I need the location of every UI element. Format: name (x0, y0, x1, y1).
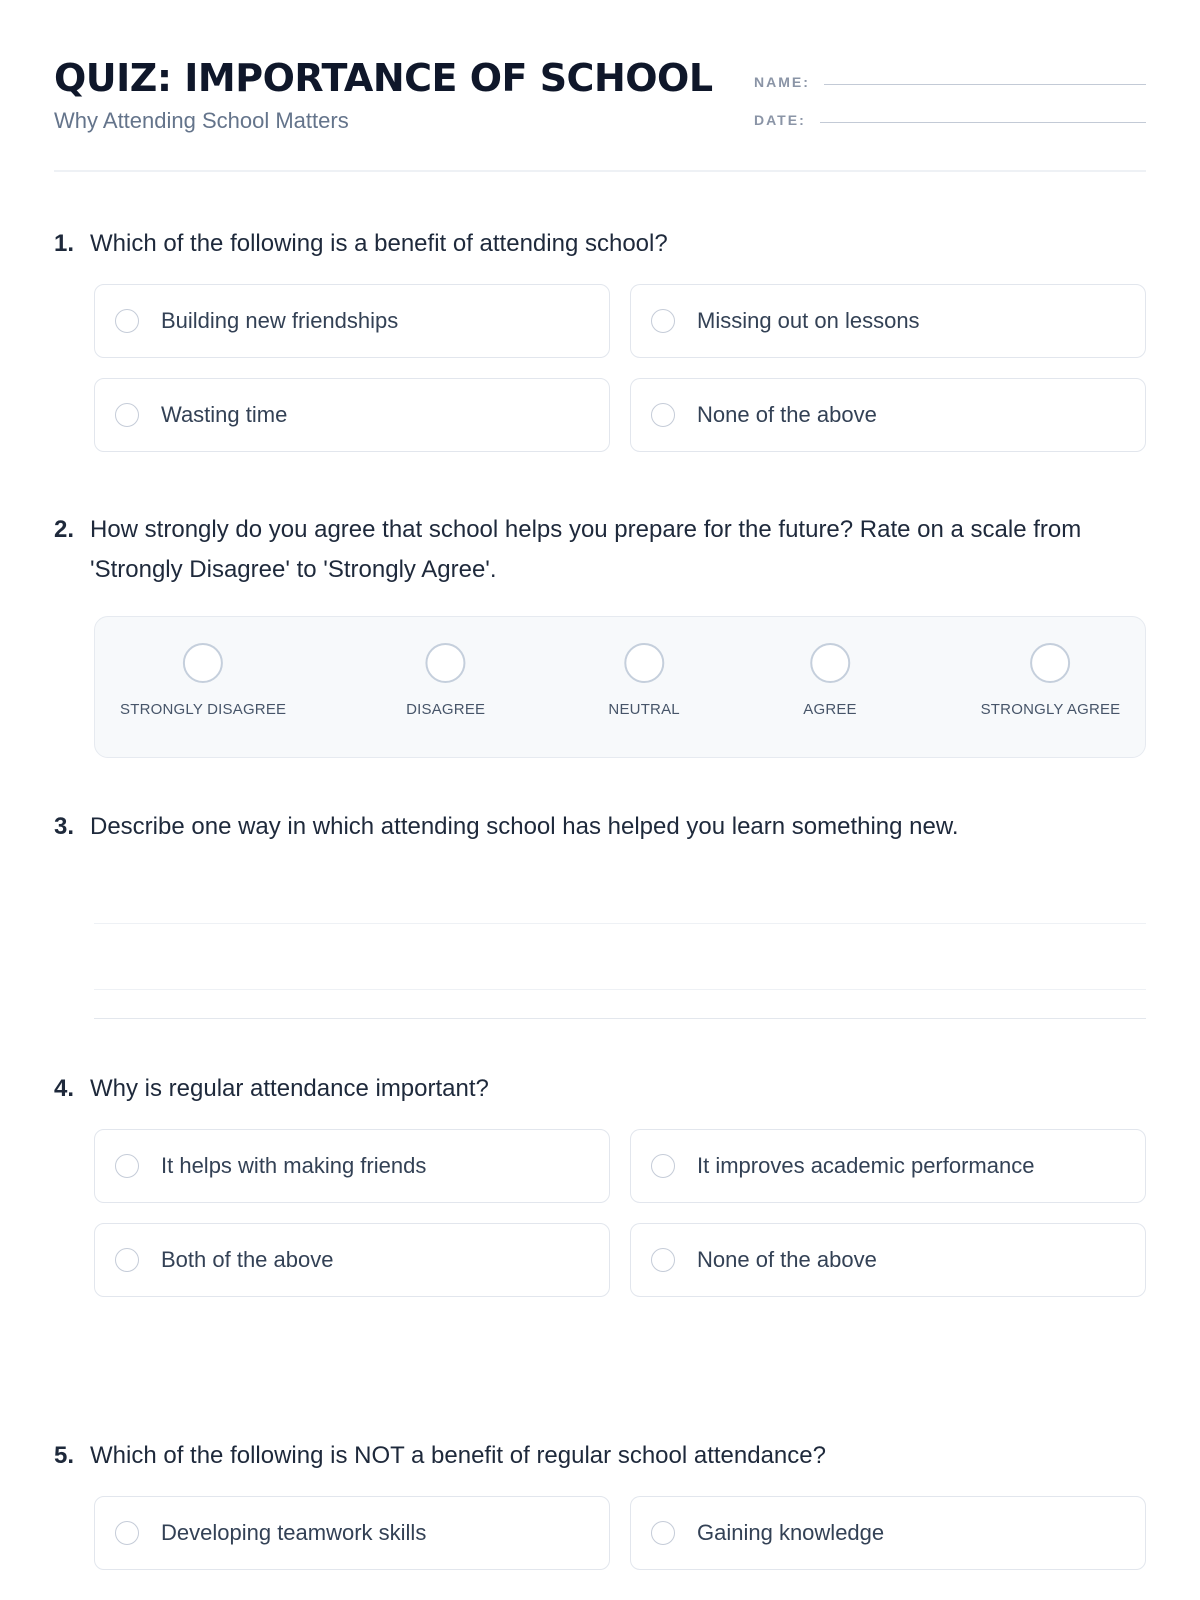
radio-icon[interactable] (115, 1521, 139, 1545)
answer-line[interactable] (94, 924, 1146, 990)
question-text: Why is regular attendance important? (90, 1075, 489, 1102)
answer-area[interactable] (94, 883, 1146, 1019)
option-building-friendships[interactable] (94, 284, 610, 358)
name-line[interactable] (824, 84, 1146, 85)
option-label: None of the above (697, 402, 877, 427)
question-number: 3. (54, 813, 75, 840)
question-3 (54, 807, 1146, 1019)
radio-icon[interactable] (115, 1248, 139, 1272)
radio-icon[interactable] (115, 1154, 139, 1178)
option-making-friends[interactable] (94, 1129, 610, 1203)
date-line[interactable] (820, 122, 1146, 123)
date-label: DATE: (754, 112, 806, 128)
option-gaining-knowledge[interactable] (630, 1496, 1146, 1570)
option-label: None of the above (697, 1247, 877, 1272)
option-none-of-above[interactable] (630, 1223, 1146, 1297)
answer-line[interactable] (94, 990, 1146, 1019)
question-number: 2. (54, 516, 75, 543)
radio-icon[interactable] (624, 643, 664, 683)
radio-icon[interactable] (183, 643, 223, 683)
options-grid (94, 1496, 1146, 1570)
option-label: It improves academic performance (697, 1153, 1035, 1178)
radio-icon[interactable] (651, 1154, 675, 1178)
scale-option-strongly-agree[interactable] (981, 643, 1121, 718)
scale-option-strongly-disagree[interactable] (120, 643, 286, 718)
options-grid (94, 1129, 1146, 1297)
question-5 (54, 1436, 1146, 1570)
radio-icon[interactable] (426, 643, 466, 683)
scale-label: STRONGLY AGREE (980, 701, 1121, 718)
option-label: Both of the above (161, 1247, 334, 1272)
option-label: Wasting time (161, 402, 288, 427)
option-teamwork-skills[interactable] (94, 1496, 610, 1570)
radio-icon[interactable] (651, 1248, 675, 1272)
question-number: 1. (54, 230, 75, 257)
page-subtitle: Why Attending School Matters (54, 108, 349, 133)
option-label: Missing out on lessons (697, 308, 920, 333)
question-text: How strongly do you agree that school helps you prepare for the future? Rate on a scale from 'Strongly Disagree' to 'Strongly Agree'. (90, 516, 1082, 583)
options-grid (94, 284, 1146, 452)
option-wasting-time[interactable] (94, 378, 610, 452)
radio-icon[interactable] (651, 403, 675, 427)
question-number: 4. (54, 1075, 75, 1102)
option-label: Developing teamwork skills (161, 1520, 427, 1545)
question-text: Which of the following is a benefit of attending school? (90, 230, 668, 257)
option-missing-lessons[interactable] (630, 284, 1146, 358)
option-none-of-above[interactable] (630, 378, 1146, 452)
rating-scale (94, 616, 1146, 758)
scale-option-disagree[interactable] (406, 643, 485, 718)
radio-icon[interactable] (115, 309, 139, 333)
answer-line[interactable] (94, 883, 1146, 924)
question-text: Describe one way in which attending school has helped you learn something new. (90, 813, 959, 840)
scale-label: AGREE (803, 701, 857, 718)
option-both-of-above[interactable] (94, 1223, 610, 1297)
question-1 (54, 224, 1146, 452)
option-academic-performance[interactable] (630, 1129, 1146, 1203)
radio-icon[interactable] (810, 643, 850, 683)
name-label: NAME: (754, 74, 810, 90)
question-text: Which of the following is NOT a benefit of regular school attendance? (90, 1442, 826, 1469)
question-number: 5. (54, 1442, 75, 1469)
scale-option-neutral[interactable] (608, 643, 679, 718)
date-field[interactable] (754, 104, 1146, 128)
radio-icon[interactable] (651, 309, 675, 333)
radio-icon[interactable] (651, 1521, 675, 1545)
radio-icon[interactable] (115, 403, 139, 427)
question-4 (54, 1069, 1146, 1297)
radio-icon[interactable] (1030, 643, 1070, 683)
question-2 (54, 510, 1146, 758)
scale-label: DISAGREE (406, 701, 486, 718)
page-title: QUIZ: IMPORTANCE OF SCHOOL (54, 56, 713, 100)
scale-label: NEUTRAL (608, 701, 680, 718)
option-label: Gaining knowledge (697, 1520, 885, 1545)
scale-label: STRONGLY DISAGREE (120, 701, 287, 718)
scale-option-agree[interactable] (803, 643, 857, 718)
name-field[interactable] (754, 66, 1146, 90)
quiz-header (54, 0, 1146, 172)
option-label: It helps with making friends (161, 1153, 427, 1178)
option-label: Building new friendships (161, 308, 399, 333)
